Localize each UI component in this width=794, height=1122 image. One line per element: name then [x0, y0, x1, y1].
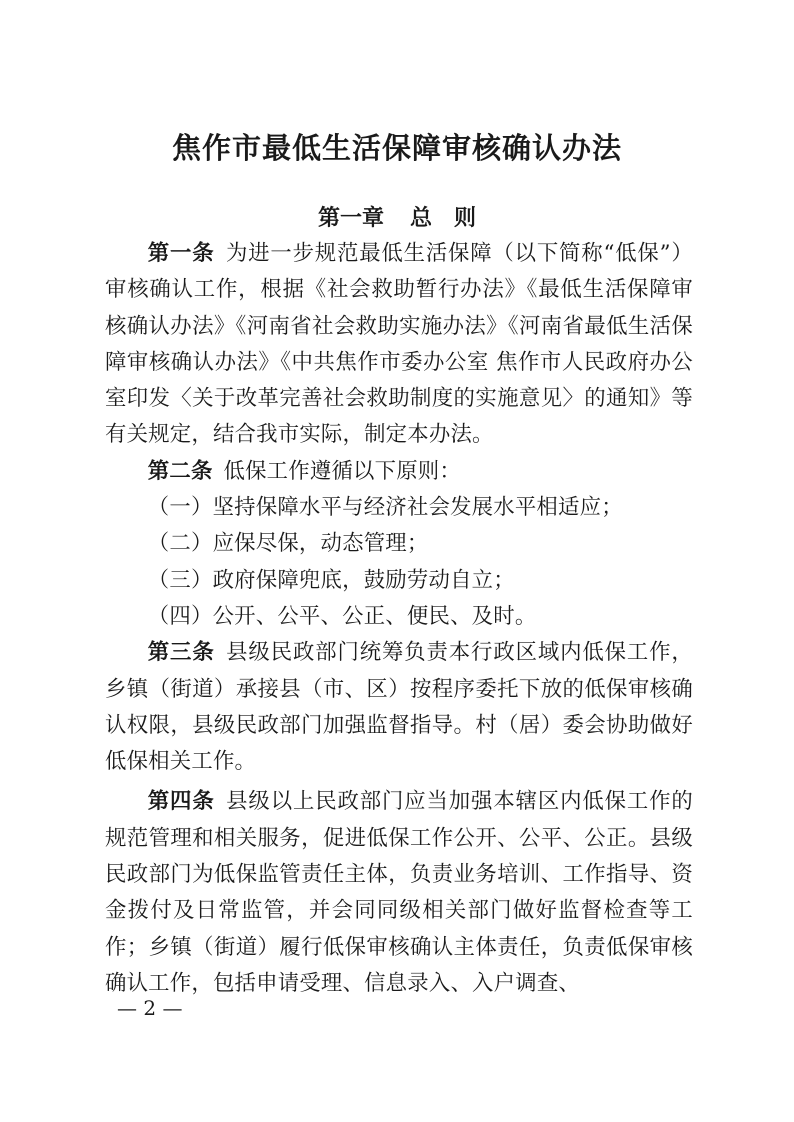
list-item: （一）坚持保障水平与经济社会发展水平相适应； [147, 495, 623, 521]
article-label: 第一条 [147, 241, 215, 266]
article-label: 第二条 [147, 458, 213, 484]
document-title: 焦作市最低生活保障审核确认办法 [171, 131, 622, 165]
chapter-number: 第一章 [317, 206, 384, 231]
article-4 [105, 784, 693, 1002]
list-item: （三）政府保障兜底，鼓励劳动自立； [147, 567, 515, 593]
article-2 [105, 454, 693, 490]
article-3 [105, 635, 693, 780]
article-1 [105, 236, 693, 454]
article-text: 为进一步规范最低生活保障（以下简称“低保”）审核确认工作，根据《社会救助暂行办法》《最低生活保障审核确认办法》《河南省社会救助实施办法》《河南省最低生活保障审核确认办法》《中共焦作市委办公室 焦作市人民政府办公室印发〈关于改革完善社会救助制度的实施意见〉的通知》等有关规定，结合我市实际，制定本办法。 [105, 241, 693, 448]
list-item: （二）应保尽保，动态管理； [147, 531, 429, 557]
article-label: 第四条 [147, 789, 215, 815]
chapter-heading [0, 201, 794, 232]
list-item: （四）公开、公平、公正、便民、及时。 [147, 603, 537, 629]
document-body [105, 236, 693, 1002]
page-number: — 2 — [117, 996, 183, 1020]
article-text: 低保工作遵循以下原则： [223, 458, 461, 484]
article-text: 县级以上民政部门应当加强本辖区内低保工作的规范管理和相关服务，促进低保工作公开、公平、公正。县级民政部门为低保监管责任主体，负责业务培训、工作指导、资金拨付及日常监管，并会同同级相关部门做好监督检查等工作；乡镇（街道）履行低保审核确认主体责任，负责低保审核确认工作，包括申请受理、信息录入、入户调查、 [105, 789, 693, 996]
article-label: 第三条 [147, 640, 215, 666]
chapter-title: 总 则 [410, 206, 477, 231]
article-text: 县级民政部门统筹负责本行政区域内低保工作，乡镇（街道）承接县（市、区）按程序委托下放的低保审核确认权限，县级民政部门加强监督指导。村（居）委会协助做好低保相关工作。 [105, 640, 693, 775]
